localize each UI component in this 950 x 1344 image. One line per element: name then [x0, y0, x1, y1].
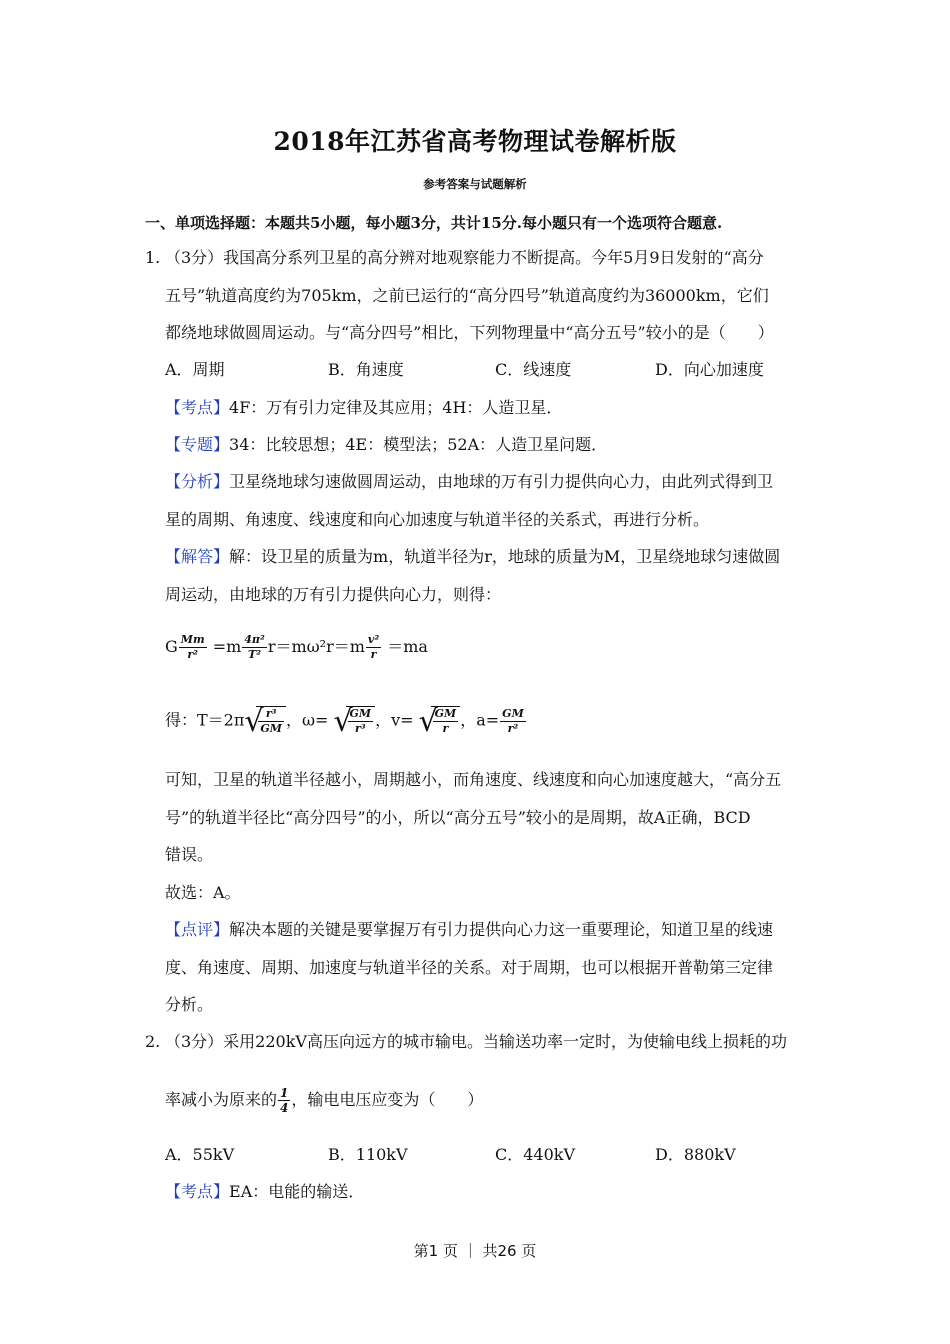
kaodian-text: 4F：万有引力定律及其应用；4H：人造卫星． [229, 398, 563, 417]
eq2-sqrt-r3-gm: √ $\frac{\text{r³}}{GM}$ [244, 706, 286, 736]
question-2-stem-line-2 [165, 1086, 483, 1115]
zhuanti-text: 34：比较思想；4E：模型法；52A：人造卫星问题． [229, 435, 608, 454]
eq2-sqrt-gm-r3: √ $\frac{GM}{\text{r³}}$ [334, 706, 376, 736]
q1-dianping-line-2: 度、角速度、周期、加速度与轨道半径的关系。对于周期，也可以根据开普勒第三定律 [165, 958, 774, 977]
question-1-number: 1. [145, 248, 161, 267]
page-footer: 第1 页 ｜ 共26 页 [413, 1242, 537, 1260]
question-2-option-d: D．880kV [655, 1145, 736, 1164]
jieda-tag: 【解答】 [165, 547, 230, 566]
q2-frac-one-quarter: $\frac{1}{4}$ [280, 1086, 289, 1115]
question-1-option-d: D．向心加速度 [655, 360, 764, 379]
question-1-stem-line-2: 五号”轨道高度约为705km，之前已运行的“高分四号”轨道高度约为36000km，它们 [165, 286, 769, 305]
q2-kaodian-tag: 【考点】 [165, 1182, 230, 1201]
question-2-option-c: C．440kV [495, 1145, 576, 1164]
fenxi-tag: 【分析】 [165, 472, 230, 491]
question-1-stem-line-1: （3分）我国高分系列卫星的高分辨对地观察能力不断提高。今年5月9日发射的“高分 [165, 248, 764, 267]
eq1-mid: r＝mω²r＝m [267, 637, 365, 656]
q2-stem-post: ，输电电压应变为（ ） [291, 1090, 484, 1109]
page-title: 2018年江苏省高考物理试卷解析版 [273, 127, 677, 156]
q1-conclusion-line-2: 号”的轨道半径比“高分四号”的小，所以“高分五号”较小的是周期，故A正确，BCD [165, 808, 751, 827]
section-heading: 一、单项选择题：本题共5小题，每小题3分，共计15分.每小题只有一个选项符合题意. [145, 214, 723, 232]
eq1-g: G [165, 637, 178, 656]
question-1-option-c: C．线速度 [495, 360, 572, 379]
eq1-end: ＝ma [387, 637, 428, 656]
q2-kaodian-text: EA：电能的输送． [229, 1182, 365, 1201]
eq2-v: ，v= [375, 710, 414, 730]
kaodian-tag: 【考点】 [165, 398, 230, 417]
dianping-tag: 【点评】 [165, 920, 230, 939]
fenxi-text-1: 卫星绕地球匀速做圆周运动，由地球的万有引力提供向心力，由此列式得到卫 [229, 472, 774, 491]
equation-2 [165, 704, 527, 739]
question-1-option-b: B．角速度 [328, 360, 404, 379]
eq2-a: ，a= [460, 710, 500, 730]
q1-fenxi-line-1 [165, 470, 773, 494]
q1-dianping-line-3: 分析。 [165, 995, 214, 1014]
q1-conclusion-line-1: 可知，卫星的轨道半径越小，周期越小，而角速度、线速度和向心加速度越大，“高分五 [165, 770, 782, 789]
zhuanti-tag: 【专题】 [165, 435, 230, 454]
question-2-option-b: B．110kV [328, 1145, 408, 1164]
eq2-omega: ，ω= [285, 710, 329, 730]
q1-dianping-line-1 [165, 918, 773, 942]
q1-answer: 故选：A。 [165, 883, 241, 902]
question-1-stem-line-3: 都绕地球做圆周运动。与“高分四号”相比，下列物理量中“高分五号”较小的是（ ） [165, 323, 774, 342]
q1-jieda-line-1 [165, 545, 780, 569]
question-2-option-a: A．55kV [165, 1145, 235, 1164]
q1-conclusion-line-3: 错误。 [165, 845, 214, 864]
eq1-frac-4pi2-t2: $\frac{\text{4π²}}{\text{T²}}$ [244, 633, 265, 661]
question-2-number: 2. [145, 1032, 161, 1051]
eq1-frac-v2-r: $\frac{\text{v²}}{r}$ [367, 633, 380, 661]
q2-kaodian [165, 1180, 364, 1204]
q1-zhuanti [165, 433, 607, 457]
equation-1 [165, 633, 428, 662]
q1-kaodian [165, 396, 562, 420]
dianping-text-1: 解决本题的关键是要掌握万有引力提供向心力这一重要理论，知道卫星的线速 [229, 920, 774, 939]
q2-stem-pre: 率减小为原来的 [165, 1090, 278, 1109]
q1-fenxi-line-2: 星的周期、角速度、线速度和向心加速度与轨道半径的关系式，再进行分析。 [165, 510, 710, 529]
eq1-frac-mm-r2: $\frac{Mm}{\text{r²}}$ [180, 633, 205, 661]
question-1-option-a: A．周期 [165, 360, 225, 379]
eq2-sqrt-gm-r: √ $\frac{GM}{r}$ [419, 706, 461, 736]
eq2-lead: 得：T＝2π [165, 710, 245, 730]
question-2-stem-line-1: （3分）采用220kV高压向远方的城市输电。当输送功率一定时，为使输电线上损耗的功 [165, 1032, 787, 1051]
eq2-frac-gm-r2: $\frac{GM}{\text{r²}}$ [502, 706, 524, 735]
page-subtitle: 参考答案与试题解析 [423, 177, 527, 191]
eq1-eq-m: =m [212, 637, 242, 656]
jieda-text-1: 解：设卫星的质量为m，轨道半径为r，地球的质量为M，卫星绕地球匀速做圆 [229, 547, 781, 566]
q1-jieda-line-2: 周运动，由地球的万有引力提供向心力，则得： [165, 585, 502, 604]
